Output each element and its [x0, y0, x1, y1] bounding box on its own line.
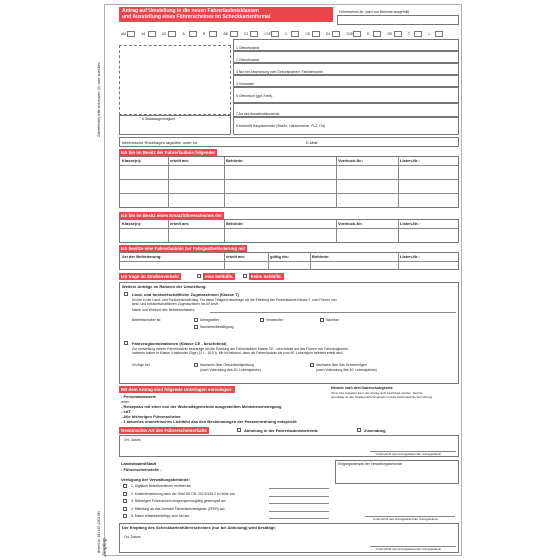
- class-t-text-1: Ich bin in der Land- und Forstwirtschaft tätig. Für diese Tätigkeit beantrage ich die Erteilung der Fahrerlaubnis Klasse T, zum Führen von: [132, 298, 337, 302]
- office-item-label: 2. Kostenfestsetzung nach der GebOSt TSt. 202.5/126.2 in Höhe von: [131, 491, 235, 496]
- class-label-a2: A2: [162, 32, 167, 36]
- class-ce-text-2: nationen bisher in Klasse 3 faktender Züge (12 t - 18,5 t). Mir ist bekannt, dass die Fahrerlaubnis bis zum 50. Lebensjahr befristet erteilt wird.: [132, 351, 344, 355]
- license-col-authority: Behörde:: [226, 158, 244, 163]
- class-checkbox-ce[interactable]: [312, 31, 320, 37]
- replacement-col-line: [224, 220, 225, 243]
- personal-field-2[interactable]: [233, 51, 459, 63]
- license-col-date: erteilt am:: [170, 158, 190, 163]
- delivery-sign-label: Unterschrift des Antragstellers/der Antragstellerin: [376, 452, 442, 456]
- health-proof-label: Nachweis über Gesundheitsprüfung: [200, 363, 254, 367]
- office-name: Landratsamt/Stadt: [121, 461, 157, 466]
- office-item-checkbox[interactable]: [123, 484, 127, 488]
- class-t-title: Land- und forstwirtschaftliche Zugmaschinen (Klasse T): [132, 292, 239, 297]
- class-checkbox-d1[interactable]: [332, 31, 340, 37]
- office-item-line: [269, 503, 329, 504]
- visual-aid-no-checkbox[interactable]: [243, 274, 247, 278]
- class-checkbox-c1e[interactable]: [271, 31, 279, 37]
- class-label-c: C: [285, 32, 288, 36]
- personal-field-8[interactable]: [233, 117, 459, 135]
- fuehrerschein-nr-label: Führerschein-Nr. (wird von Behörde ausgefüllt): [339, 10, 410, 14]
- class-label-b: B: [203, 32, 206, 36]
- class-checkbox-c1[interactable]: [250, 31, 258, 37]
- replacement-col-line: [168, 220, 169, 243]
- class-checkbox-l[interactable]: [435, 31, 443, 37]
- health-proof-note: (nach Vollendung des 50. Lebensjahres): [200, 368, 261, 372]
- owner-applicant-checkbox[interactable]: [194, 318, 198, 322]
- office-item-checkbox[interactable]: [123, 507, 127, 511]
- office-item-line: [269, 496, 329, 497]
- class-checkbox-c[interactable]: [291, 31, 299, 37]
- passenger-section-title: Ich besitze eine Fahrerlaubnis zur Fahrgastbeförderung mit: [121, 246, 245, 251]
- office-verf-title: Verfügung der Verwaltungsbehörde:: [121, 477, 190, 482]
- personal-field-4[interactable]: [233, 75, 459, 87]
- class-label-c1: C1: [244, 32, 249, 36]
- license-col-line: [224, 157, 225, 208]
- replacement-col-authority: Behörde:: [226, 221, 244, 226]
- license-col-list-nr: Listen-Nr.:: [400, 158, 420, 163]
- license-row-line: [120, 193, 458, 194]
- document-item: - eAT: [121, 409, 131, 414]
- office-stamp-box: [335, 460, 459, 484]
- passenger-col-line: [224, 253, 225, 270]
- email-label: E-Mail: [306, 140, 318, 145]
- class-label-d1e: D1E: [346, 32, 354, 36]
- contact-row: [119, 137, 459, 147]
- passenger-row-line: [120, 261, 458, 262]
- personal-label-8: 8 Anschrift Hauptwohnsitz (Straße, Hausnummer, PLZ, Ort): [236, 124, 326, 128]
- owner-relative-label: Verwandter: [266, 318, 284, 322]
- class-label-de: DE: [387, 32, 393, 36]
- passenger-table[interactable]: [119, 252, 459, 270]
- personal-label-4: 4 Vornamen: [236, 82, 255, 86]
- passenger-col-valid: gültig bis:: [270, 254, 290, 259]
- owner-neighbor-label: Nachbar: [326, 318, 339, 322]
- document-item: - Personalausweis: [121, 394, 156, 399]
- receipt-box[interactable]: [119, 523, 459, 553]
- class-ce-checkbox[interactable]: [124, 341, 128, 345]
- owner-relative-checkbox[interactable]: [260, 318, 264, 322]
- personal-label-2: 2 Geburtsname: [236, 58, 260, 62]
- license-col-line: [336, 157, 337, 208]
- photo-box: [119, 45, 231, 115]
- document-item: oder: [121, 399, 130, 404]
- health-proof-checkbox[interactable]: [194, 363, 198, 367]
- office-item-label: 5. Daten erfasst/berichtigt, zum Akt am: [131, 514, 190, 518]
- personal-label-6: 6 Staatsangehörigkeit: [142, 117, 175, 121]
- office-item-label: 3. Bisherigen Führerschein eingezogen/ungültig gestempelt am: [131, 499, 226, 503]
- visual-aid-yes-label: eine Sehhilfe.: [205, 274, 234, 279]
- further-title: Weitere Anträge im Rahmen der Umstellung:: [122, 284, 207, 289]
- office-stamp-label: Eingangsstempel der Verwaltungsbehörde:: [338, 462, 403, 466]
- class-t-owner-label: Betriebsinhaber ist:: [132, 318, 162, 322]
- privacy-title: Hinweis nach dem Datenschutzgesetz:: [331, 386, 394, 390]
- class-checkbox-t[interactable]: [414, 31, 422, 37]
- license-col-class: Klasse(n):: [122, 158, 142, 163]
- class-ce-attach-label: Ich füge bei:: [132, 363, 151, 367]
- class-checkbox-de[interactable]: [394, 31, 402, 37]
- license-col-line: [398, 157, 399, 208]
- documents-title: Mit dem Antrag sind folgende Unterlagen vorzulegen:: [121, 387, 233, 392]
- class-ce-text-1: Zur Umstellung meiner Fahrerlaubnis beantrage ich die Erteilung der Fahrerlaubnis Klasse CE - beschränkt auf das Führen von Fahrzeugkombi-: [132, 347, 349, 351]
- office-block: [119, 460, 459, 530]
- phone-label: telefonische Rückfragen tagsüber unter Nr.: [122, 140, 199, 145]
- delivery-sign-box[interactable]: [119, 435, 459, 457]
- replacement-col-form-nr: Vordruck-Nr.:: [338, 221, 364, 226]
- class-checkbox-a1[interactable]: [148, 31, 156, 37]
- document-item: - Alle bisherigen Führerscheine: [121, 414, 181, 419]
- mail-checkbox[interactable]: [357, 428, 361, 432]
- receipt-sign-label: Unterschrift des Antragstellers/der Antragstellerin: [376, 547, 442, 551]
- owner-neighbor-checkbox[interactable]: [320, 318, 324, 322]
- side-instruction: Zutreffendes bitte ankreuzen (X) oder ausfüllen: [97, 61, 101, 137]
- personal-field-6[interactable]: [119, 115, 231, 135]
- office-item-line: [269, 488, 329, 489]
- office-sign-label: Unterschrift des Antragstellers/der Antragstellerin: [373, 517, 439, 521]
- personal-label-7: 7 Art des Ausweisdokuments: [236, 112, 280, 116]
- class-label-a: A: [182, 32, 185, 36]
- class-label-be: BE: [223, 32, 229, 36]
- personal-label-3: 3 Nur bei Abweichung vom Geburtsnamen: Familienname: [236, 70, 323, 74]
- visual-aid-no-label: keine Sehhilfe.: [251, 274, 282, 279]
- fuehrerschein-nr-field[interactable]: [337, 15, 459, 25]
- further-applications-box: [119, 282, 459, 384]
- class-checkbox-am[interactable]: [127, 31, 135, 37]
- class-label-a1: A1: [141, 32, 146, 36]
- class-label-ce: CE: [305, 32, 311, 36]
- office-item-line: [269, 511, 329, 512]
- license-section-title: Ich bin im Besitz der Fahrerlaubnis folgender: [121, 150, 216, 155]
- replacement-col-line: [398, 220, 399, 243]
- vision-proof-checkbox[interactable]: [310, 363, 314, 367]
- class-label-l: L: [428, 32, 431, 36]
- class-label-t: T: [408, 32, 411, 36]
- receipt-place-label: Ort, Datum: [124, 535, 141, 539]
- receipt-title: Der Empfang des Scheckkartenführerscheines (nur bei Abholung) wird bestätigt:: [122, 525, 276, 530]
- license-col-form-nr: Vordruck-Nr.:: [338, 158, 364, 163]
- visual-aid-yes-checkbox[interactable]: [197, 274, 201, 278]
- class-t-text-2: land- und forstwirtschaftlichen Zugmaschinen bis 60 km/h.: [132, 302, 220, 306]
- passenger-col-date: erteilt am:: [226, 254, 246, 259]
- personal-field-1[interactable]: [233, 39, 459, 51]
- application-form: [97, 4, 462, 557]
- document-item: - 1 aktuelles biometrisches Lichtbild das den Bestimmungen der Passverordnung entspricht: [121, 419, 297, 424]
- class-checkbox-d[interactable]: [373, 31, 381, 37]
- class-label-d: D: [367, 32, 370, 36]
- document-item: - Reisepass mit einer von der Wohnsitzgemeinde ausgestellten Meldebescheinigung: [121, 404, 282, 409]
- title-banner: [119, 7, 333, 22]
- class-checkbox-be[interactable]: [230, 31, 238, 37]
- passenger-col-authority: Behörde:: [312, 254, 330, 259]
- personal-field-3[interactable]: [233, 63, 459, 75]
- vision-proof-note: (nach Vollendung des 50. Lebensjahres): [316, 368, 377, 372]
- passenger-col-list-nr: Listen-Nr.:: [400, 254, 420, 259]
- office-item-checkbox[interactable]: [123, 514, 127, 518]
- footer-code: Bestell-Nr. 181 145 (2001 08): [97, 511, 101, 553]
- vision-proof-label: Nachweis über das Sehvermögen: [316, 363, 367, 367]
- replacement-col-class: Klasse(n):: [122, 221, 142, 226]
- title-line-2: und Ausstellung eines Führerscheines im Scheckkartenformat: [122, 14, 271, 20]
- license-row-line: [120, 165, 458, 166]
- personal-field-5[interactable]: [233, 87, 459, 103]
- owner-applicant-label: Antragsteller: [200, 318, 220, 322]
- delivery-place-label: Ort, Datum: [124, 438, 141, 442]
- passenger-col-line: [268, 253, 269, 270]
- visual-aid-label: Ich trage im Straßenverkehr: [121, 274, 180, 279]
- passenger-col-line: [310, 253, 311, 270]
- class-label-am: AM: [121, 32, 127, 36]
- replacement-col-list-nr: Listen-Nr.:: [400, 221, 420, 226]
- class-checkbox-a[interactable]: [189, 31, 197, 37]
- class-checkbox-a2[interactable]: [168, 31, 176, 37]
- office-dept: - Führerscheinstelle -: [121, 467, 162, 472]
- personal-label-5: 5 Geburtsort (ggf. Kreis): [236, 94, 273, 98]
- office-item-line: [269, 518, 329, 519]
- passenger-col-line: [398, 253, 399, 270]
- privacy-text-1: Ohne Ihre Angaben kann der Antrag nicht bearbeitet werden. Rechts-: [331, 391, 424, 395]
- class-t-owner-name: Name und Wohnort des Betriebsinhabers:: [132, 308, 196, 312]
- personal-field-7[interactable]: [233, 103, 459, 117]
- license-table[interactable]: [119, 156, 459, 208]
- license-col-line: [168, 157, 169, 208]
- office-item-checkbox[interactable]: [123, 492, 127, 496]
- passenger-col-type: Art der Beförderung:: [122, 254, 162, 259]
- replacement-col-date: erteilt am:: [170, 221, 190, 226]
- owner-proof-label: Nachweis/Bestätigung: [200, 325, 234, 329]
- class-checkbox-b[interactable]: [209, 31, 217, 37]
- class-t-owner-line: [210, 312, 456, 313]
- class-label-d1: D1: [326, 32, 331, 36]
- class-label-c1e: C1E: [264, 32, 272, 36]
- delivery-title: Gewünschte Art des Führerscheinerhalts: [121, 428, 207, 433]
- personal-label-1: 1 Geburtsname: [236, 46, 260, 50]
- title-line-1: Antrag auf Umstellung in die neuen Fahrerlaubnisklassen: [122, 8, 259, 14]
- replacement-row-line: [120, 228, 458, 229]
- class-t-checkbox[interactable]: [124, 292, 128, 296]
- pickup-label: Abholung in der Fahrerlaubnisbehörde: [244, 428, 319, 433]
- class-ce-title: Fahrzeugkombinationen (Klasse CE - beschränkt): [132, 341, 227, 346]
- license-row-line: [120, 179, 458, 180]
- mail-label: Zusendung: [364, 428, 386, 433]
- office-item-checkbox[interactable]: [123, 499, 127, 503]
- replacement-table[interactable]: [119, 219, 459, 243]
- footer-brand: Jüngling: [102, 538, 108, 557]
- owner-proof-checkbox[interactable]: [194, 325, 198, 329]
- pickup-checkbox[interactable]: [237, 428, 241, 432]
- privacy-text-2: grundlage ist das Straßenverkehrsgesetz und die Fahrerlaubnis-Verordnung.: [331, 395, 433, 399]
- office-item-label: 1. Digitales Bestellverfahren eröffnet am: [131, 484, 192, 488]
- replacement-section-title: Ich bin im Besitz eines Ersatzführerscheines der: [121, 213, 223, 218]
- class-checkbox-d1e[interactable]: [353, 31, 361, 37]
- office-item-label: 4. Mitteilung an das Zentrale Fahrerlaubnisregister (ZFER) am: [131, 506, 225, 511]
- replacement-col-line: [336, 220, 337, 243]
